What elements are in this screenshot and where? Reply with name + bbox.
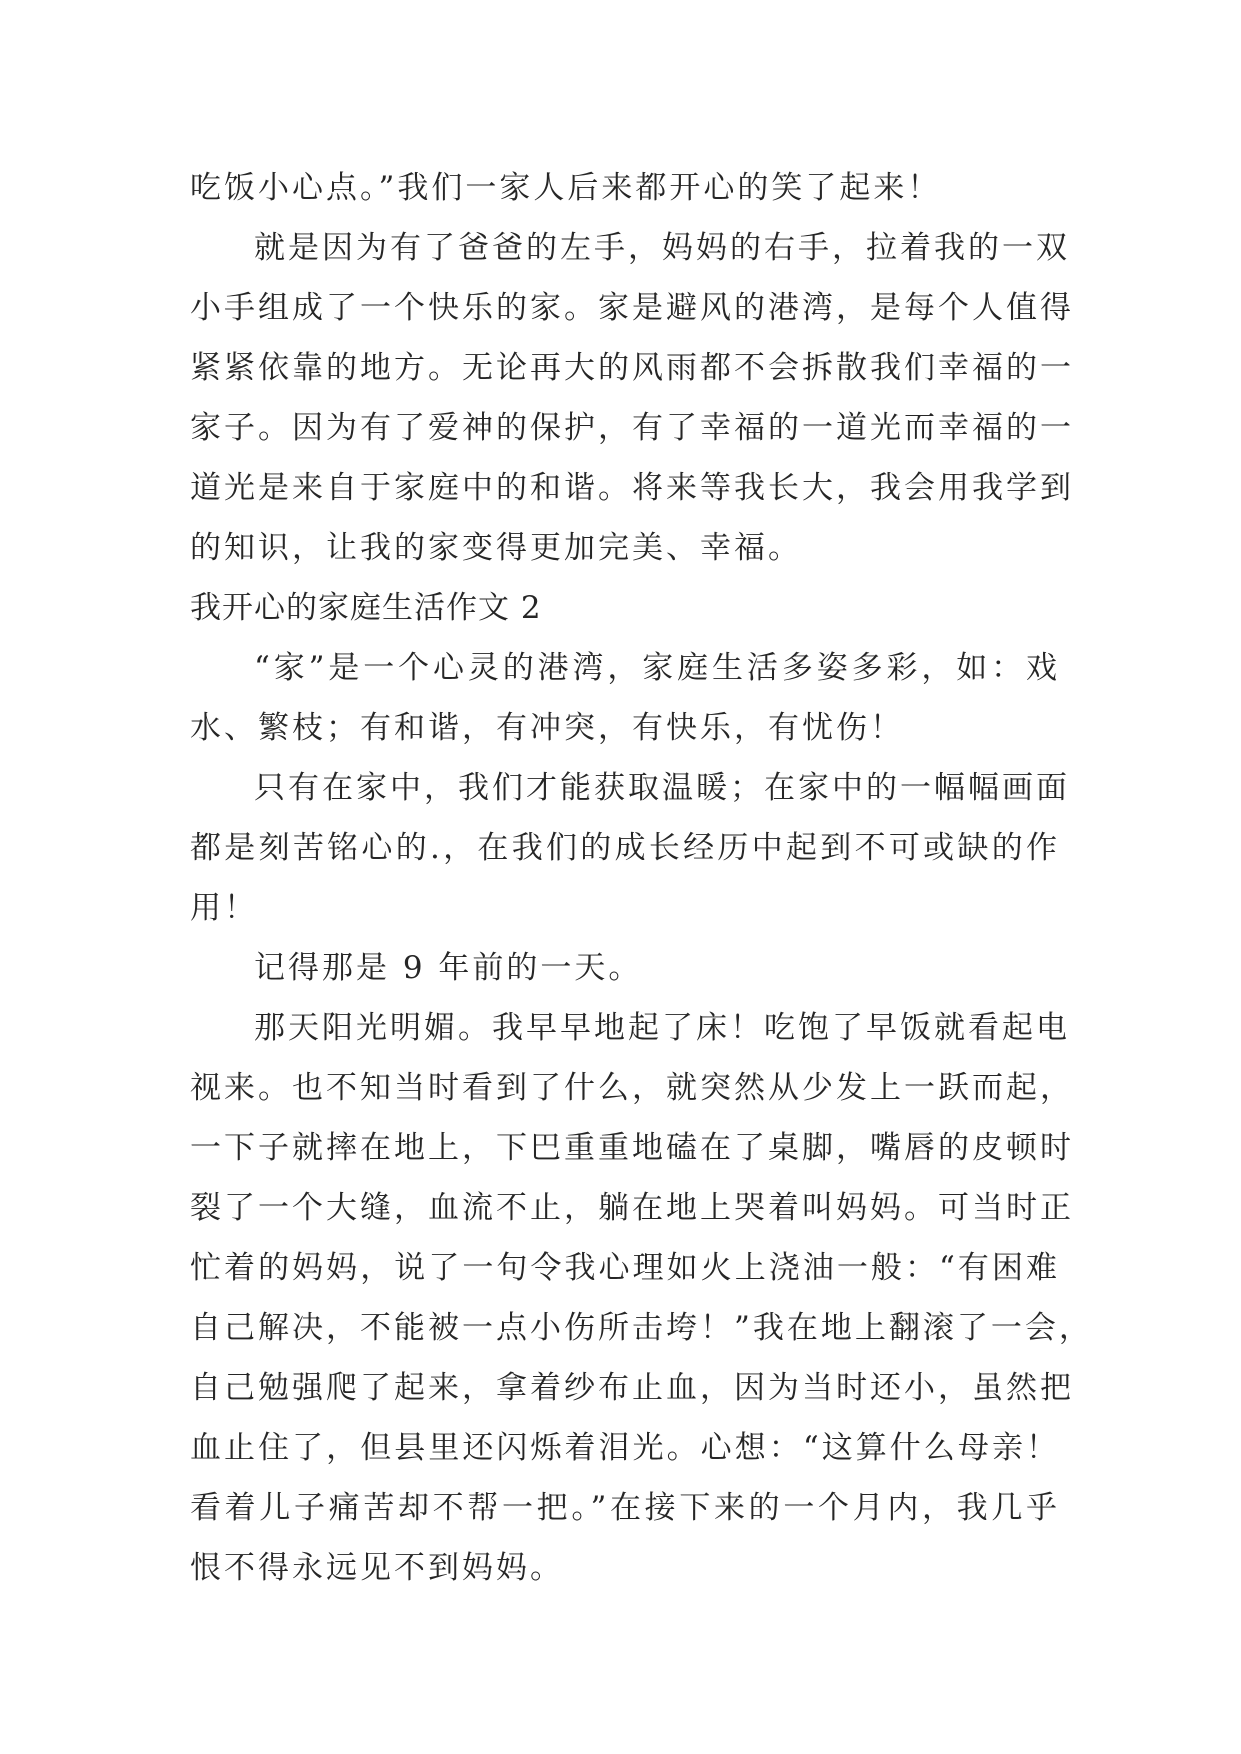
paragraph-first-line: 那天阳光明媚。我早早地起了床！吃饱了早饭就看起电 (254, 1010, 1070, 1046)
text-line: 的知识，让我的家变得更加完美、幸福。 (190, 530, 802, 566)
paragraph-first-line: 只有在家中，我们才能获取温暖；在家中的一幅幅画面 (254, 770, 1070, 806)
text-line: 一下子就摔在地上，下巴重重地磕在了桌脚，嘴唇的皮顿时 (190, 1130, 1074, 1166)
text-line: 水、繁枝；有和谐，有冲突，有快乐，有忧伤！ (190, 710, 904, 746)
text-line: 血止住了，但县里还闪烁着泪光。心想：“这算什么母亲！ (190, 1430, 1060, 1466)
text-line: 都是刻苦铭心的.，在我们的成长经历中起到不可或缺的作 (190, 830, 1060, 866)
text-line: 小手组成了一个快乐的家。家是避风的港湾，是每个人值得 (190, 290, 1074, 326)
text-line: 紧紧依靠的地方。无论再大的风雨都不会拆散我们幸福的一 (190, 350, 1074, 386)
paragraph-first-line: 就是因为有了爸爸的左手，妈妈的右手，拉着我的一双 (254, 230, 1070, 266)
text-line: 用！ (190, 890, 258, 926)
text-line: 自己解决，不能被一点小伤所击垮！”我在地上翻滚了一会， (190, 1310, 1093, 1346)
text-line: 看着儿子痛苦却不帮一把。”在接下来的一个月内，我几乎 (190, 1490, 1060, 1526)
text-line: 恨不得永远见不到妈妈。 (190, 1550, 564, 1586)
text-line: 道光是来自于家庭中的和谐。将来等我长大，我会用我学到 (190, 470, 1074, 506)
document-body (190, 158, 1093, 1598)
text-line: 裂了一个大缝，血流不止，躺在地上哭着叫妈妈。可当时正 (190, 1190, 1074, 1226)
text-line: 吃饭小心点。”我们一家人后来都开心的笑了起来！ (190, 170, 942, 206)
text-line: 家子。因为有了爱神的保护，有了幸福的一道光而幸福的一 (190, 410, 1074, 446)
section-heading: 我开心的家庭生活作文 2 (190, 590, 542, 626)
paragraph-first-line: “家”是一个心灵的港湾，家庭生活多姿多彩，如：戏 (254, 650, 1060, 686)
text-line: 视来。也不知当时看到了什么，就突然从少发上一跃而起， (190, 1070, 1074, 1106)
text-line: 忙着的妈妈，说了一句令我心理如火上浇油一般：“有困难 (190, 1250, 1060, 1286)
text-line: 自己勉强爬了起来，拿着纱布止血，因为当时还小，虽然把 (190, 1370, 1074, 1406)
paragraph-first-line: 记得那是 9 年前的一天。 (254, 950, 643, 986)
